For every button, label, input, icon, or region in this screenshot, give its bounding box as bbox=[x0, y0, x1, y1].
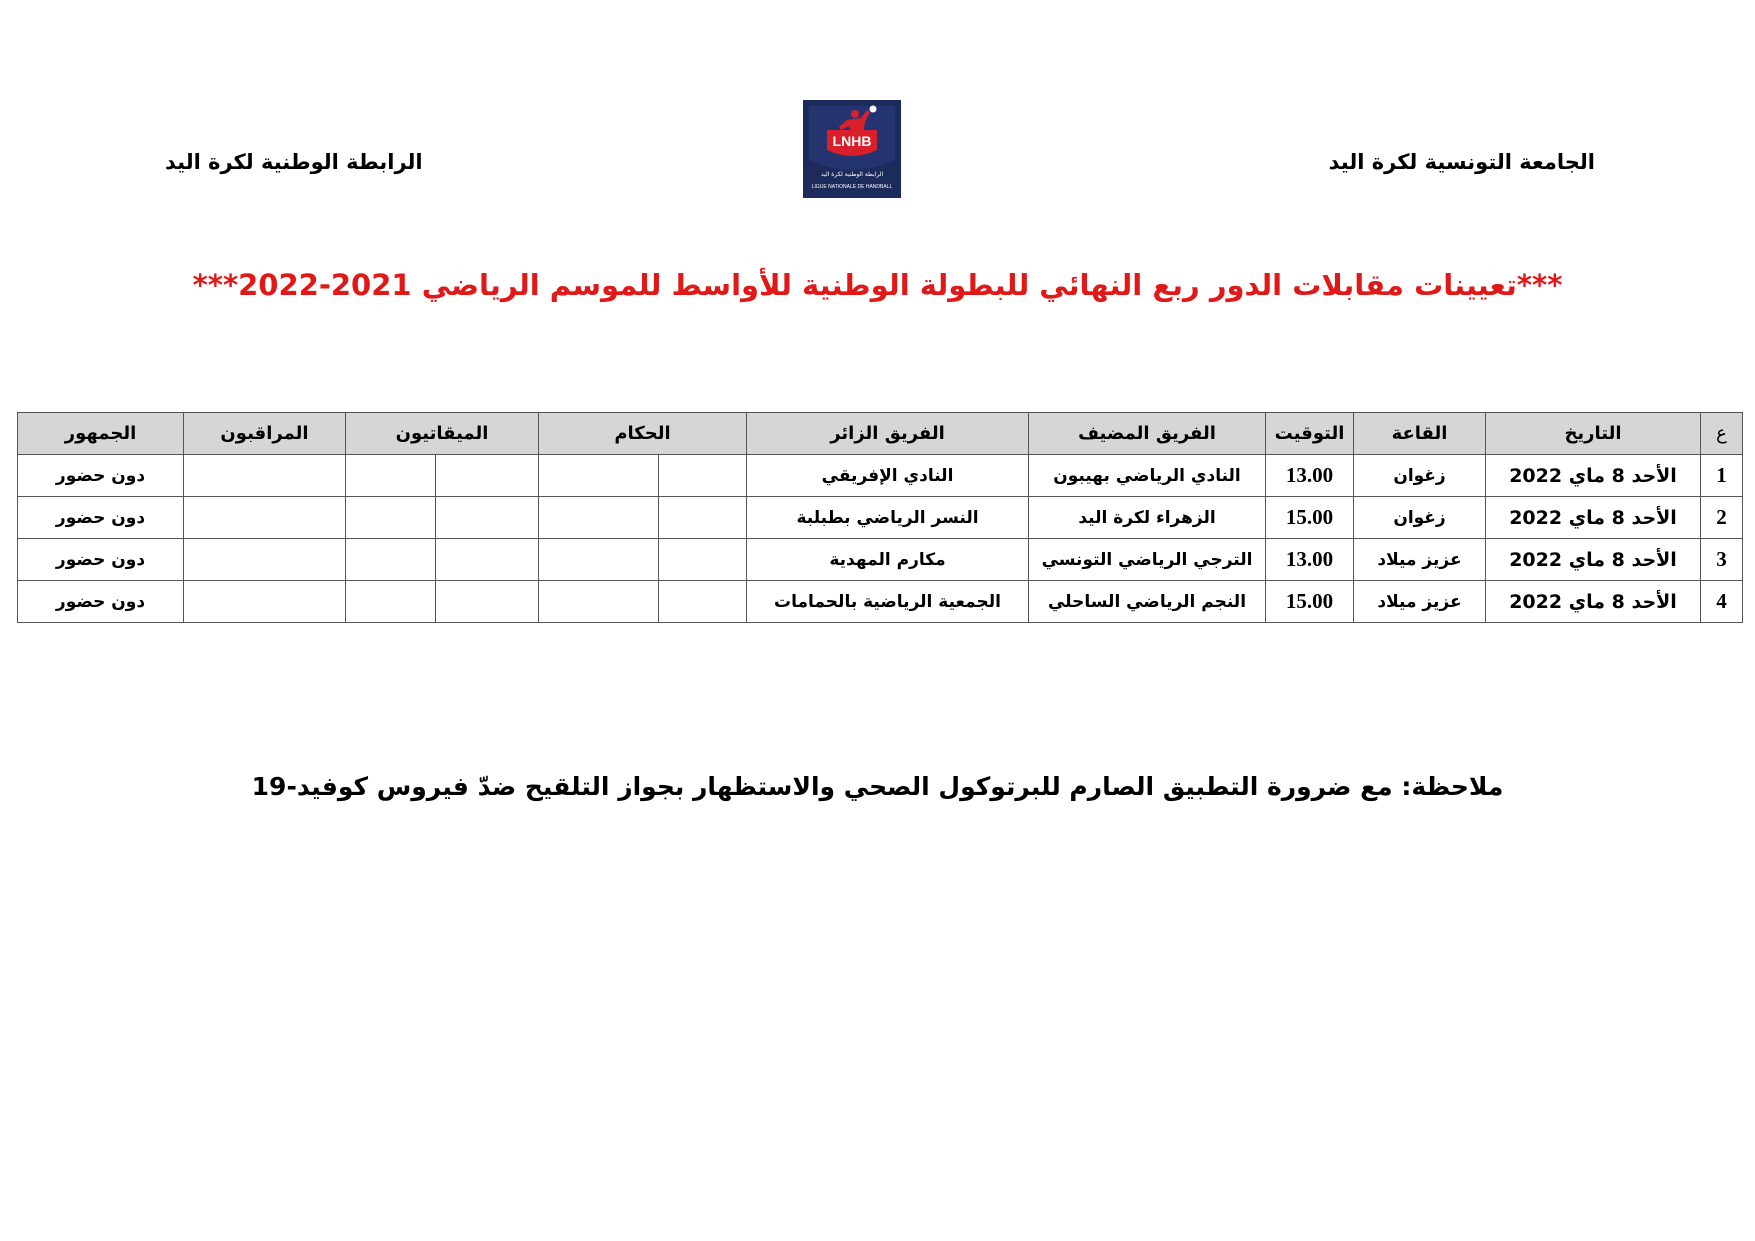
table-row bbox=[18, 539, 1743, 581]
table-row bbox=[18, 497, 1743, 539]
header-timekeepers: الميقاتيون bbox=[346, 413, 539, 455]
cell-observer bbox=[184, 539, 346, 581]
cell-referee-2 bbox=[539, 455, 659, 497]
cell-timekeeper-2 bbox=[346, 497, 436, 539]
cell-observer bbox=[184, 497, 346, 539]
cell-observer bbox=[184, 455, 346, 497]
svg-text:LNHB: LNHB bbox=[832, 133, 872, 149]
cell-date: الأحد 8 ماي 2022 bbox=[1486, 539, 1701, 581]
table-row bbox=[18, 455, 1743, 497]
cell-home-team: النجم الرياضي الساحلي bbox=[1029, 581, 1266, 623]
header-observers: المراقبون bbox=[184, 413, 346, 455]
cell-referee-2 bbox=[539, 497, 659, 539]
appointments-table bbox=[17, 412, 1743, 623]
cell-audience: دون حضور bbox=[18, 455, 184, 497]
cell-audience: دون حضور bbox=[18, 539, 184, 581]
cell-index: 3 bbox=[1701, 539, 1743, 581]
cell-audience: دون حضور bbox=[18, 581, 184, 623]
cell-time: 13.00 bbox=[1266, 539, 1354, 581]
cell-time: 15.00 bbox=[1266, 497, 1354, 539]
header-away-team: الفريق الزائر bbox=[747, 413, 1029, 455]
cell-away-team: النادي الإفريقي bbox=[747, 455, 1029, 497]
cell-time: 13.00 bbox=[1266, 455, 1354, 497]
cell-hall: عزيز ميلاد bbox=[1354, 539, 1486, 581]
cell-away-team: النسر الرياضي بطبلبة bbox=[747, 497, 1029, 539]
covid-note: ملاحظة: مع ضرورة التطبيق الصارم للبرتوكول الصحي والاستظهار بجواز التلقيح ضدّ فيروس كوفيد-19 bbox=[251, 772, 1504, 801]
cell-timekeeper-1 bbox=[436, 497, 539, 539]
federation-name: الجامعة التونسية لكرة اليد bbox=[1328, 150, 1595, 174]
cell-index: 4 bbox=[1701, 581, 1743, 623]
cell-referee-1 bbox=[659, 497, 747, 539]
cell-home-team: الزهراء لكرة اليد bbox=[1029, 497, 1266, 539]
cell-date: الأحد 8 ماي 2022 bbox=[1486, 455, 1701, 497]
cell-hall: زغوان bbox=[1354, 497, 1486, 539]
cell-timekeeper-1 bbox=[436, 455, 539, 497]
cell-home-team: الترجي الرياضي التونسي bbox=[1029, 539, 1266, 581]
cell-date: الأحد 8 ماي 2022 bbox=[1486, 581, 1701, 623]
cell-away-team: مكارم المهدية bbox=[747, 539, 1029, 581]
svg-text:LIGUE NATIONALE DE HANDBALL: LIGUE NATIONALE DE HANDBALL bbox=[811, 184, 893, 190]
cell-index: 1 bbox=[1701, 455, 1743, 497]
header-time: التوقيت bbox=[1266, 413, 1354, 455]
cell-hall: زغوان bbox=[1354, 455, 1486, 497]
cell-index: 2 bbox=[1701, 497, 1743, 539]
cell-timekeeper-1 bbox=[436, 581, 539, 623]
lnhb-logo-image bbox=[803, 100, 901, 198]
header-index: ع bbox=[1701, 413, 1743, 455]
svg-text:الرابطة الوطنية لكرة اليد: الرابطة الوطنية لكرة اليد bbox=[820, 171, 884, 178]
cell-timekeeper-2 bbox=[346, 581, 436, 623]
cell-hall: عزيز ميلاد bbox=[1354, 581, 1486, 623]
cell-referee-2 bbox=[539, 581, 659, 623]
cell-timekeeper-2 bbox=[346, 539, 436, 581]
table-row bbox=[18, 581, 1743, 623]
cell-audience: دون حضور bbox=[18, 497, 184, 539]
league-name: الرابطة الوطنية لكرة اليد bbox=[165, 150, 423, 174]
page-title: ***تعيينات مقابلات الدور ربع النهائي للبطولة الوطنية للأواسط للموسم الرياضي 2021-2022*** bbox=[192, 268, 1563, 302]
cell-date: الأحد 8 ماي 2022 bbox=[1486, 497, 1701, 539]
cell-timekeeper-1 bbox=[436, 539, 539, 581]
cell-referee-1 bbox=[659, 539, 747, 581]
cell-home-team: النادي الرياضي بهيبون bbox=[1029, 455, 1266, 497]
header-referees: الحكام bbox=[539, 413, 747, 455]
cell-referee-1 bbox=[659, 455, 747, 497]
cell-time: 15.00 bbox=[1266, 581, 1354, 623]
cell-referee-1 bbox=[659, 581, 747, 623]
header-hall: القاعة bbox=[1354, 413, 1486, 455]
lnhb-logo bbox=[803, 100, 901, 198]
cell-referee-2 bbox=[539, 539, 659, 581]
header-audience: الجمهور bbox=[18, 413, 184, 455]
cell-away-team: الجمعية الرياضية بالحمامات bbox=[747, 581, 1029, 623]
cell-timekeeper-2 bbox=[346, 455, 436, 497]
header-home-team: الفريق المضيف bbox=[1029, 413, 1266, 455]
table-header-row bbox=[18, 413, 1743, 455]
cell-observer bbox=[184, 581, 346, 623]
header-date: التاريخ bbox=[1486, 413, 1701, 455]
